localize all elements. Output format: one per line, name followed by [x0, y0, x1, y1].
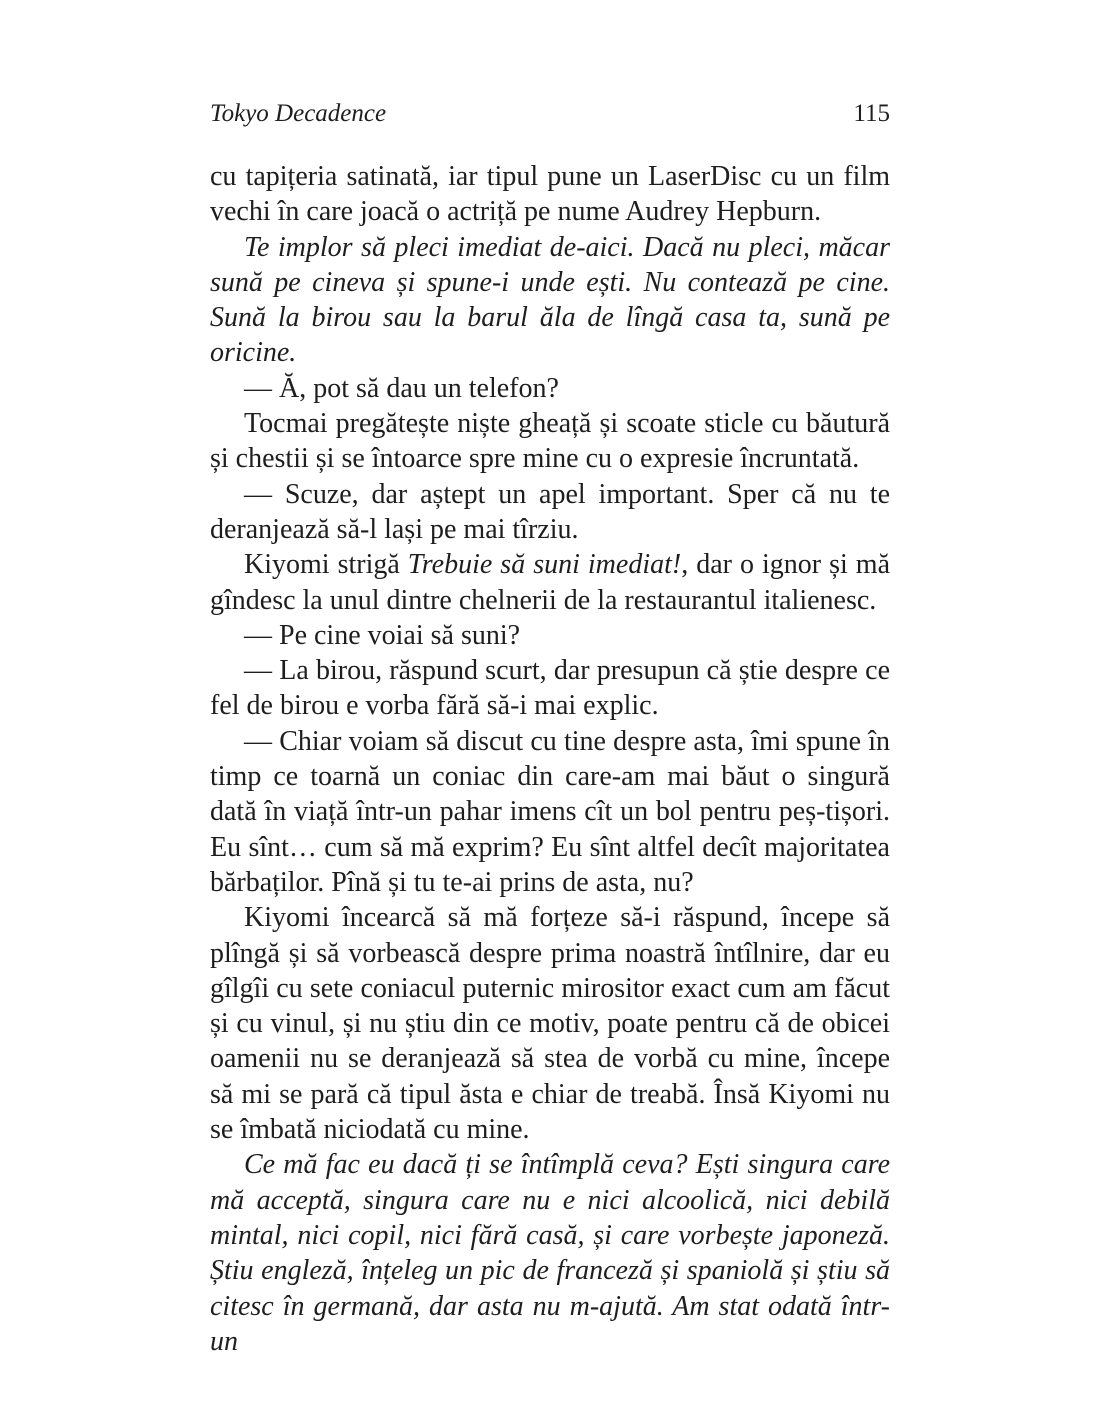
- paragraph-6: [210, 547, 890, 618]
- paragraph-2-italic-thought: Te implor să pleci imediat de-aici. Dacă nu pleci, măcar sună pe cineva și spune-i unde ești. Nu contează pe cine. Sună la birou sau la barul ăla de lîngă casa ta, sună pe oricine.: [210, 231, 890, 369]
- paragraph-4: Tocmai pregătește niște gheață și scoate sticle cu băutură și chestii și se întoarce spre mine cu o expresie încruntată.: [210, 408, 890, 475]
- body-text: [210, 159, 890, 1359]
- paragraph-6-italic: Trebuie să suni imediat!: [407, 549, 682, 581]
- paragraph-11-italic-thought: Ce mă fac eu dacă ți se întîmplă ceva? Ești singura care mă acceptă, singura care nu e nici alcoolică, nici debilă mintal, nici copil, nici fără casă, și care vorbește japoneză. Știu engleză, înțeleg un pic de franceză și spaniolă și știu să citesc în germană, dar asta nu m-ajută. Am stat odată într-un: [210, 1149, 890, 1357]
- paragraph-1: cu tapițeria satinată, iar tipul pune un LaserDisc cu un film vechi în care joacă o actriță pe nume Audrey Hepburn.: [210, 161, 890, 228]
- paragraph-10: Kiyomi încearcă să mă forțeze să-i răspund, începe să plîngă și să vorbească despre prima noastră întîlnire, dar eu gîlgîi cu sete coniacul puternic mirositor exact cum am făcut și cu vinul, și nu știu din ce motiv, poate pentru că de obicei oamenii nu se deranjează să stea de vorbă cu mine, începe să mi se pară că tipul ăsta e chiar de treabă. Însă Kiyomi nu se îmbată niciodată cu mine.: [210, 902, 890, 1146]
- book-page: [210, 100, 890, 1359]
- paragraph-7-dialogue: — Pe cine voiai să suni?: [244, 619, 521, 651]
- paragraph-5-dialogue: — Scuze, dar aștept un apel important. Sper că nu te deranjează să-l lași pe mai tîrziu.: [210, 478, 890, 545]
- running-title: Tokyo Decadence: [210, 100, 387, 127]
- running-header: [210, 100, 890, 152]
- paragraph-6-after: , dar o ignor și mă gîndesc la unul dintre chelnerii de la restaurantul italienesc.: [210, 549, 890, 616]
- paragraph-9-dialogue: — Chiar voiam să discut cu tine despre asta, îmi spune în timp ce toarnă un coniac din care-am mai băut o singură dată în viață într-un pahar imens cît un bol pentru peș-tișori. Eu sînt… cum să mă exprim? Eu sînt altfel decît majoritatea bărbaților. Pînă și tu te-ai prins de asta, nu?: [210, 725, 890, 898]
- paragraph-8-dialogue: — La birou, răspund scurt, dar presupun că știe despre ce fel de birou e vorba fără să-i mai explic.: [210, 655, 890, 722]
- page-number: 115: [853, 100, 890, 127]
- paragraph-3-dialogue: — Ă, pot să dau un telefon?: [244, 372, 559, 404]
- paragraph-6-before: Kiyomi strigă: [244, 549, 408, 581]
